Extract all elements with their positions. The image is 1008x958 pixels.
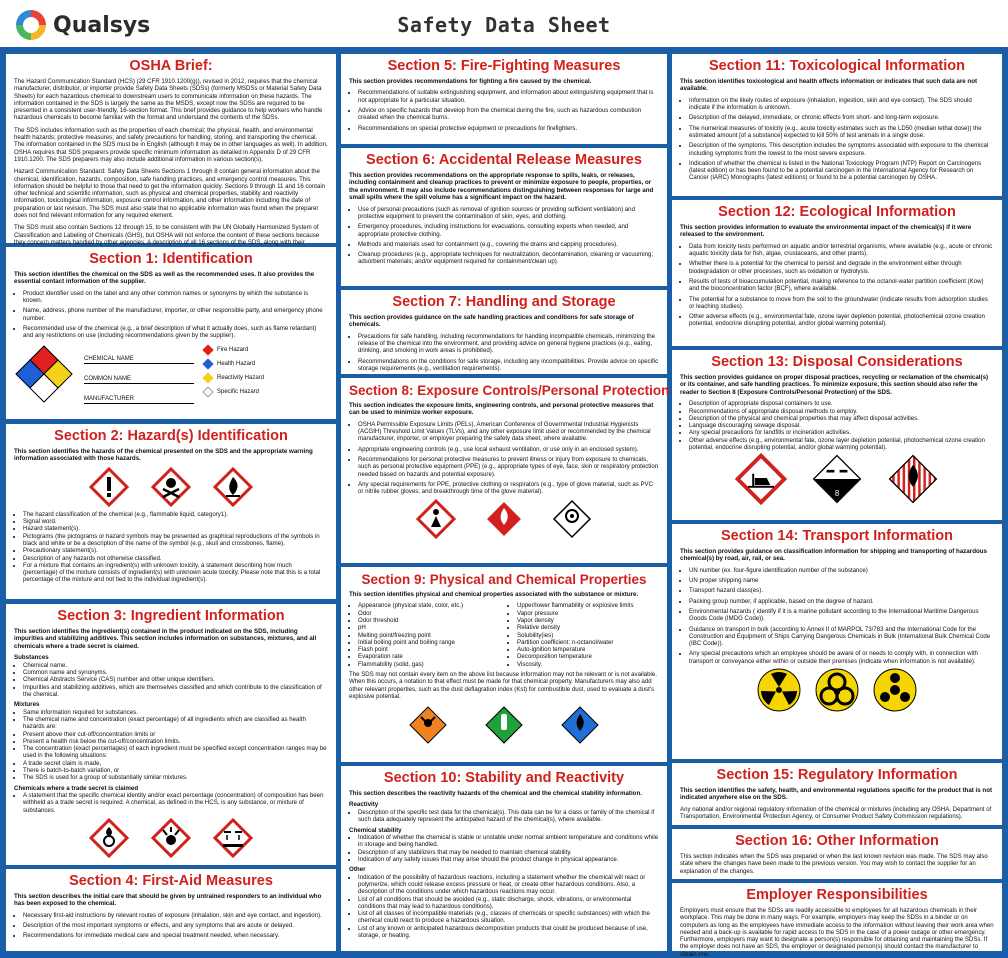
osha-para: The SDS includes information such as the properties of each chemical; the physical, health, and environmental health hazards; protective measures; and safety precautions for handling, storing, and transporting the chemical. The information contained in the SDS must be in English (although it may be in other languages as well). In addition, OSHA requires that SDS preparers provide specific minimum information as detailed in Appendix D of 29 CFR 1910.1200. The SDS preparers may also include additional information in various section(s). — [14, 126, 328, 163]
section-title: Section 15: Regulatory Information — [716, 767, 958, 783]
section-title: Section 9: Physical and Chemical Properties — [361, 572, 647, 587]
section-intro: This section provides guidance on the safe handling practices and conditions for safe storage of chemicals. — [349, 314, 634, 329]
section-intro: This section identifies the chemical on the SDS as well as the recommended uses. It also provides the essential contact information of the supplier. — [14, 271, 315, 286]
list-item: • Description of the physical and chemical properties that may affect disposal activities. — [689, 415, 994, 422]
list-item: • Upper/lower flammability or explosive limits — [517, 602, 659, 609]
list-item: • Description of the symptoms. This description includes the symptoms associated with exposure to the chemical including symptoms from the lowest to the most severe exposure. — [689, 142, 994, 157]
list-item: • Recommendations on special protective equipment or precautions for firefighters. — [358, 125, 659, 132]
list-item: • Recommendations on the conditions for safe storage, including any incompatibilities. Provide advice on specific storage requirements (e.g., ventilation requirements). — [358, 358, 659, 373]
list-item: • The SDS is used for a group of substantially similar mixtures. — [23, 774, 328, 781]
section-title: Section 12: Ecological Information — [718, 204, 956, 220]
skull-crossbones-pictogram-icon — [151, 467, 191, 507]
list-item: • Same information required for substances. — [23, 709, 328, 716]
section-5-panel — [341, 54, 667, 144]
list-item: • Recommendations of suitable extinguishing equipment, and information about extinguishing equipment that is not appropriate for a particular situation. — [358, 89, 659, 104]
list-item: • Indication of whether the chemical is listed in the National Toxicology Program (NTP) Report on Carcinogens (latest edition) or has been found to be a potential carcinogen in the International Agency for Research on Cancer (IARC) Monographs (latest editions) or found to be a potential carcinogen by OSHA. — [689, 160, 994, 182]
list-item: • Impurities and stabilizing additives, which are themselves classified and which contribute to the classification of the chemical. — [23, 684, 328, 699]
explosive-pictogram-icon — [151, 818, 191, 858]
oxidizer-pictogram-icon — [89, 818, 129, 858]
list-item: • Description of appropriate disposal containers to use. — [689, 400, 994, 407]
list-item: • UN number (ex. four-figure identification number of the substance) — [689, 567, 994, 574]
osha-brief-panel — [6, 54, 336, 246]
list-item: • Indication of whether the chemical is stable or unstable under normal ambient temperature and conditions while in storage and being handled. — [358, 834, 659, 849]
list-item: • Any special precautions for landfills or incineration activities. — [689, 429, 994, 436]
list-item: • Indication of any safety issues that may arise should the product change in physical appearance. — [358, 856, 659, 863]
list-item: • A trade secret claim is made, — [23, 760, 328, 767]
brand-name: Qualsys — [53, 12, 151, 38]
list-item: • Appropriate engineering controls (e.g., use local exhaust ventilation, or use only in an enclosed system). — [358, 446, 659, 453]
section-intro: This section identifies the hazards of the chemical presented on the SDS and the appropriate warning information associated with those hazards. — [14, 448, 313, 463]
section-para: This section indicates when the SDS was prepared or when the last known revision was made. The SDS may also state where the changes have been made to the previous version. You may wish to contact the supplier for an explanation of the changes. — [680, 853, 988, 875]
list-item: • Chemical name. — [23, 662, 328, 669]
section-intro: This section identifies the ingredient(s) contained in the product indicated on the SDS, including impurities and stabilizing additives. This section includes information on substances, mixtures, and all chemicals where a trade secret is claimed. — [14, 628, 317, 650]
flammable-solid-pictogram-icon — [887, 453, 939, 505]
list-item: • Other adverse effects (e.g., environmental fate, ozone layer depletion potential, photochemical ozone creation potential, endocrine disrupting potential, and/or global warming potential). — [689, 437, 994, 452]
list-item: • Chemical Abstracts Service (CAS) number and other unique identifiers. — [23, 676, 328, 683]
list-item: • OSHA Permissible Exposure Limits (PELs), American Conference of Governmental Industrial Hygienists (ACGIH) Threshold Limit Values (TLVs), and any other exposure limit used or recommended by the chemical manufacturer, importer, or employer preparing the safety data sheet, where available. — [358, 421, 659, 443]
section-title: Section 7: Handling and Storage — [392, 294, 616, 310]
employer-responsibilities-panel — [672, 883, 1002, 958]
flame-pictogram-icon — [213, 467, 253, 507]
infectious-pictogram-icon — [552, 499, 592, 539]
osha-title: OSHA Brief: — [129, 58, 213, 74]
list-item: • The numerical measures of toxicity (e.g., acute toxicity estimates such as the LD50 (median lethal dose)) the estimated amount [of a substance] expected to kill 50% of test animals in a single dose. — [689, 125, 994, 140]
list-item: • Melting point/freezing point — [358, 632, 500, 639]
section-intro: This section provides recommendations for fighting a fire caused by the chemical. — [349, 78, 592, 85]
list-item: • Use of personal precautions (such as removal of ignition sources or providing sufficient ventilation) and protective equipment to prevent the contamination of skin, eyes, and clothing. — [358, 206, 659, 221]
list-item: • Precautions for safe handling, including recommendations for handling incompatible chemicals, minimizing the release of the chemical into the environment, and providing advice on general hygiene practices (e.g., eating, drinking, and smoking in work areas is prohibited). — [358, 333, 659, 355]
section-14-panel — [672, 524, 1002, 759]
section-intro: This section provides recommendations on the appropriate response to spills, leaks, or releases, including containment and cleanup practices to prevent or minimize exposure to people, properties, or the environment. It may also include recommendations distinguishing between responses for large and small spills where the spill volume has a significant impact on the hazard. — [349, 172, 654, 202]
section-intro: This section provides information to evaluate the environmental impact of the chemical(s) if it were released to the environment. — [680, 224, 972, 239]
section-title: Section 8: Exposure Controls/Personal Protection — [349, 383, 670, 398]
section-intro: This section identifies the safety, health, and environmental regulations specific for the product that is not indicated anywhere else on the SDS. — [680, 787, 993, 802]
list-item: • Flash point — [358, 646, 500, 653]
list-item: • Any special precautions which an employee should be aware of or needs to comply with, in connection with transport or conveyance either within or outside their premises (indicate when information is not available). — [689, 650, 994, 665]
radiation-icon — [757, 668, 801, 712]
section-1-panel — [6, 247, 336, 419]
list-item: • Cleanup procedures (e.g., appropriate techniques for neutralization, decontamination, cleaning or vacuuming; adsorbent materials; and/or equipment required for containment/clean up). — [358, 251, 659, 266]
list-item: • Vapor pressure — [517, 610, 659, 617]
list-item: • pH — [358, 624, 500, 631]
list-item: • Partition coefficient: n-octanol/water — [517, 639, 659, 646]
corrosive-class-8-pictogram-icon — [811, 453, 863, 505]
list-item: • The hazard classification of the chemical (e.g., flammable liquid, category1). — [23, 511, 328, 518]
list-item: • The chemical name and concentration (exact percentage) of all ingredients which are classified as health hazards are: — [23, 716, 328, 731]
section-title: Section 5: Fire-Fighting Measures — [387, 58, 621, 74]
list-item: • Present a health risk below the cut-off/concentration limits. — [23, 738, 328, 745]
section-intro: This section provides guidance on classification information for shipping and transporting of hazardous chemical(s) by road, air, rail, or sea. — [680, 548, 987, 563]
list-item: • List of any known or anticipated hazardous decomposition products that could be produced because of use, storage, or heating. — [358, 925, 659, 940]
section-11-panel — [672, 54, 1002, 196]
corrosive-pictogram-icon — [213, 818, 253, 858]
list-item: • Initial boiling point and boiling range — [358, 639, 500, 646]
list-item: • Recommendations of appropriate disposal methods to employ. — [689, 408, 994, 415]
chemical-weapon-icon — [873, 668, 917, 712]
list-item: • Data from toxicity tests performed on aquatic and/or terrestrial organisms, where available (e.g., acute or chronic aquatic toxicity data for fish, algae, crustaceans, and other plants). — [689, 243, 994, 258]
list-item: • Recommended use of the chemical (e.g., a brief description of what it actually does, such as flame retardant) and any restrictions on use (including recommendations given by the supplier). — [23, 325, 328, 340]
reactivity-hazard-icon — [202, 372, 213, 383]
nfpa-legend — [204, 346, 264, 396]
list-item: • Recommendations for immediate medical care and special treatment needed, when necessary. — [23, 932, 328, 939]
section-12-panel — [672, 200, 1002, 346]
list-item: • Methods and materials used for containment (e.g., covering the drains and capping procedures). — [358, 241, 659, 248]
list-item: • Name, address, phone number of the manufacturer, importer, or other responsible party, and emergency phone number. — [23, 307, 328, 322]
page-title: Safety Data Sheet — [397, 13, 611, 37]
legend-label: Fire Hazard — [217, 346, 249, 353]
legend-label: Reactivity Hazard — [217, 374, 265, 381]
list-item: • For a mixture that contains an ingredient(s) with unknown toxicity, a statement describing how much (percentage) of the mixture consists of ingredient(s) with unknown acute toxicity. Please note that this is a total percentage of the mixture and not tied to the individual ingredient(s). — [23, 562, 328, 584]
list-item: • Indication of the possibility of hazardous reactions, including a statement whether the chemical will react or polymerize, which could release excess pressure or heat, or create other hazardous conditions. Also, a description of the conditions under which hazardous reactions may occur. — [358, 874, 659, 896]
subheading: Chemicals where a trade secret is claimed — [14, 784, 139, 792]
list-item: • Transport hazard class(es). — [689, 587, 994, 594]
section-title: Section 3: Ingredient Information — [57, 608, 285, 624]
section-6-panel — [341, 148, 667, 286]
list-item: • The potential for a substance to move from the soil to the groundwater (indicate results from adsorption studies or leaching studies). — [689, 296, 994, 311]
section-title: Section 6: Accidental Release Measures — [366, 152, 642, 168]
list-item: • Necessary first-aid instructions by relevant routes of exposure (inhalation, skin and eye contact, and ingestion). — [23, 912, 328, 919]
list-item: • Other adverse effects (e.g., environmental fate, ozone layer depletion potential, photochemical ozone creation potential, endocrine disrupting potential, and/or global warming potential). — [689, 313, 994, 328]
section-para: Employers must ensure that the SDSs are readily accessible to employees for all hazardous chemicals in their workplace. This may be done in many ways. For example, employers may keep the SDSs in a binder or on computers as long as the employees have immediate access to the information without leaving their work area when needed and a back-up is available for rapid access to the SDS in the case of a power outage or other emergency. Furthermore, employers may want to designate a person(s) responsible for obtaining and maintaining the SDSs. If the employer does not have an SDS, the employer or designated person(s) should contact the manufacturer to obtain one. — [680, 907, 994, 958]
section-intro: This section describes the reactivity hazards of the chemical and the chemical stability information. — [349, 790, 642, 797]
subheading: Other — [349, 866, 366, 874]
section-intro: This section indicates the exposure limits, engineering controls, and personal protective measures that can be used to minimize worker exposure. — [349, 402, 654, 417]
non-flammable-gas-pictogram-icon — [484, 705, 524, 745]
dangerous-when-wet-pictogram-icon — [560, 705, 600, 745]
list-item: • Advice on specific hazards that develop from the chemical during the fire, such as hazardous combustion created when the chemical burns. — [358, 107, 659, 122]
list-item: • Flammability (solid, gas) — [358, 661, 500, 668]
explosive-class-pictogram-icon — [408, 705, 448, 745]
list-item: • Results of tests of bioaccumulation potential, making reference to the octanol-water partition coefficient (Kow) and the bioconcentration factor (BCF), where available. — [689, 278, 994, 293]
section-title: Section 1: Identification — [89, 251, 253, 267]
section-8-panel — [341, 378, 670, 563]
list-item: • Description of any hazards not otherwise classified. — [23, 555, 328, 562]
list-item: • There is batch-to-batch variation, or — [23, 767, 328, 774]
subheading: Reactivity — [349, 801, 379, 809]
section-15-panel — [672, 763, 1002, 825]
list-item: • Odor — [358, 610, 500, 617]
biohazard-icon — [815, 668, 859, 712]
list-item: • Hazard statement(s). — [23, 525, 328, 532]
section-13-panel — [672, 350, 1002, 520]
list-item: • Solubility(ies) — [517, 632, 659, 639]
section-title: Section 16: Other Information — [735, 833, 939, 849]
list-item: • Any special requirements for PPE, protective clothing or respirators (e.g., type of glove material, such as PVC or nitrile rubber gloves; and breakthrough time of the glove material). — [358, 481, 659, 496]
health-hazard-pictogram-icon — [416, 499, 456, 539]
legend-label: Health Hazard — [217, 360, 256, 367]
list-item: • UN proper shipping name — [689, 577, 994, 584]
label-manufacturer: MANUFACTURER — [84, 396, 194, 404]
list-item: • Evaporation rate — [358, 653, 500, 660]
list-item: • Present above their cut-off/concentration limits or — [23, 731, 328, 738]
list-item: • Description of the delayed, immediate, or chronic effects from short- and long-term exposure. — [689, 114, 994, 121]
list-item: • Environmental hazards ( identify if it is a marine pollutant according to the International Maritime Dangerous Goods Code (IMDG Code)). — [689, 608, 994, 623]
fire-hazard-icon — [202, 344, 213, 355]
section-title: Section 4: First-Aid Measures — [69, 873, 273, 889]
section-intro: This section identifies toxicological and health effects information or indicates that such data are not available. — [680, 78, 978, 93]
section-4-panel — [6, 869, 336, 951]
list-item: • Relative density — [517, 624, 659, 631]
subheading: Substances — [14, 654, 49, 662]
list-item: • Whether there is a potential for the chemical to persist and degrade in the environment either through biodegradation or other processes, such as oxidation or hydrolysis. — [689, 260, 994, 275]
list-item: • Packing group number, if applicable, based on the degree of hazard. — [689, 598, 994, 605]
list-item: • Recommendations for personal protective measures to prevent illness or injury from exposure to chemicals, such as personal protective equipment (PPE) (e.g., appropriate types of eye, face, skin or respiratory protection needed based on hazards and potential exposure). — [358, 456, 659, 478]
list-item: • Description of the most important symptoms or effects, and any symptoms that are acute or delayed. — [23, 922, 328, 929]
environment-pictogram-icon — [735, 453, 787, 505]
list-item: • Description of the specific test data for the chemical(s). This data can be for a class or family of the chemical if such data adequately represent the anticipated hazard of the chemical(s), where available. — [358, 809, 659, 824]
label-common-name: COMMON NAME — [84, 376, 194, 384]
list-item: • Product identifier used on the label and any other common names or synonyms by which the substance is known. — [23, 290, 328, 305]
list-item: • Auto-ignition temperature — [517, 646, 659, 653]
page-header — [0, 0, 1008, 50]
section-intro: This section identifies physical and chemical properties associated with the substance or mixture. — [349, 591, 639, 598]
section-2-panel — [6, 424, 336, 599]
svg-text:8: 8 — [834, 489, 840, 499]
section-9-panel — [341, 567, 667, 762]
list-item: • Description of any stabilizers that may be needed to maintain chemical stability. — [358, 849, 659, 856]
list-item: • The concentration (exact percentages) of each ingredient must be specified except concentration ranges may be used in the following situations: — [23, 745, 328, 760]
section-10-panel — [341, 766, 667, 951]
osha-para: The Hazard Communication Standard (HCS) (29 CFR 1910.1200(g)), revised in 2012, requires that the chemical manufacturer, distributor, or importer provide Safety Data Sheets (SDSs) (formerly MSDSs or Material Safety Data Sheets) for each hazardous chemical to downstream users to communicate information on these hazards. The information contained in the SDS is largely the same as the MSDS, except now the SDSs are required to be presented in a consistent user-friendly, 16-section format. This brief provides guidance to help workers who handle hazardous chemicals to become familiar with the format and understand the contents of the SDSs. — [14, 78, 323, 122]
list-item: • Odor threshold — [358, 617, 500, 624]
flammable-gas-pictogram-icon — [484, 499, 524, 539]
section-para: Any national and/or regional regulatory information of the chemical or mixtures (including any OSHA, Department of Transportation, Environmental Protection Agency, or Consumer Product Safety Commission regulations). — [680, 805, 992, 821]
list-item: • A statement that the specific chemical identity and/or exact percentage (concentration) of composition has been withheld as a trade secret is required. A chemical, as defined in the HCS, is any substance, or mixture of substances. — [23, 792, 328, 814]
section-note: The SDS may not contain every item on the above list because information may not be relevant or is not available. When this occurs, a notation to that effect must be made for that chemical property. Manufacturers may also add other relevant properties, such as the dust deflagration index (Kst) for combustible dust, used to evaluate a dust's explosive potential. — [349, 671, 657, 700]
legend-label: Specific Hazard — [217, 388, 260, 395]
section-3-panel — [6, 604, 336, 865]
section-title: Employer Responsibilities — [746, 887, 928, 903]
section-7-panel — [341, 290, 667, 374]
list-item: • List of all conditions that should be avoided (e.g., static discharge, shock, vibrations, or environmental conditions that may lead to hazardous conditions). — [358, 896, 659, 911]
section-intro: This section provides guidance on proper disposal practices, recycling or reclamation of the chemical(s) or its container, and safe handling practices. To minimize exposure, this section should also refer the reader to Section 8 (Exposure Controls/Personal Protection) of the SDS. — [680, 374, 989, 396]
section-title: Section 14: Transport Information — [720, 528, 954, 544]
label-chemical-name: CHEMICAL NAME — [84, 356, 194, 364]
list-item: • Viscosity. — [517, 661, 659, 668]
list-item: • Information on the likely routes of exposure (inhalation, ingestion, skin and eye contact). The SDS should indicate if the information is unknown. — [689, 97, 994, 112]
section-title: Section 10: Stability and Reactivity — [383, 770, 625, 786]
health-hazard-icon — [202, 358, 213, 369]
list-item: • Vapor density — [517, 617, 659, 624]
list-item: • Signal word. — [23, 518, 328, 525]
list-item: • Emergency procedures, including instructions for evacuations, consulting experts when needed, and appropriate protective clothing. — [358, 223, 659, 238]
list-item: • Decomposition temperature — [517, 653, 659, 660]
section-intro: This section describes the initial care that should be given by untrained responders to an individual who has been exposed to the chemical. — [14, 893, 322, 908]
subheading: Chemical stability — [349, 826, 402, 834]
osha-para: The SDS must also contain Sections 12 through 15, to be consistent with the UN Globally Harmonized System of Classification and Labeling of Chemicals (GHS), but OSHA will not enforce the content of these sections because they concern matters handled by other agencies. A description of all 16 sections of the SDS, along with their — [14, 224, 320, 246]
nfpa-diamond-icon — [14, 344, 74, 404]
section-title: Section 11: Toxicological Information — [709, 58, 965, 74]
list-item: • Appearance (physical state, color, etc.) — [358, 602, 500, 609]
exclamation-pictogram-icon — [89, 467, 129, 507]
osha-para: Hazard Communication Standard: Safety Data Sheets Sections 1 through 8 contain general information about the chemical, identification, hazards, composition, safe handling practices, and emergency control measures. This information should be helpful to those that need to get the information quickly. Sections 9 through 11 and 16 contain other technical and scientific information, such as physical and chemical properties, stability and reactivity information, toxicological information, exposure control information, and other information including the date of preparation or last revision. The SDS must also state that no applicable information was found when the preparer does not find relevant information for any required element. — [14, 168, 326, 220]
list-item: • Pictograms (the pictograms or hazard symbols may be presented as graphical reproductions of the symbols in black and white or be a description of the name of the symbol (e.g., skull and crossbones, flame). — [23, 533, 328, 548]
list-item: • List of all classes of incompatible materials (e.g., classes of chemicals or specific substances) with which the chemical could react to produce a hazardous situation. — [358, 910, 659, 925]
list-item: • Guidance on transport in bulk (according to Annex II of MARPOL 73/783 and the International Code for the Construction and Equipment of Ships Carrying Dangerous Chemicals in Bulk (International Bulk Chemical Code (IBC Code)). — [689, 626, 994, 648]
section-16-panel — [672, 829, 1002, 879]
section-title: Section 2: Hazard(s) Identification — [54, 428, 288, 444]
list-item: • Common name and synonyms. — [23, 669, 328, 676]
list-item: • Precautionary statement(s). — [23, 547, 328, 554]
specific-hazard-icon — [202, 386, 213, 397]
section-title: Section 13: Disposal Considerations — [711, 354, 963, 370]
list-item: • Language discouraging sewage disposal. — [689, 422, 994, 429]
subheading: Mixtures — [14, 701, 40, 709]
